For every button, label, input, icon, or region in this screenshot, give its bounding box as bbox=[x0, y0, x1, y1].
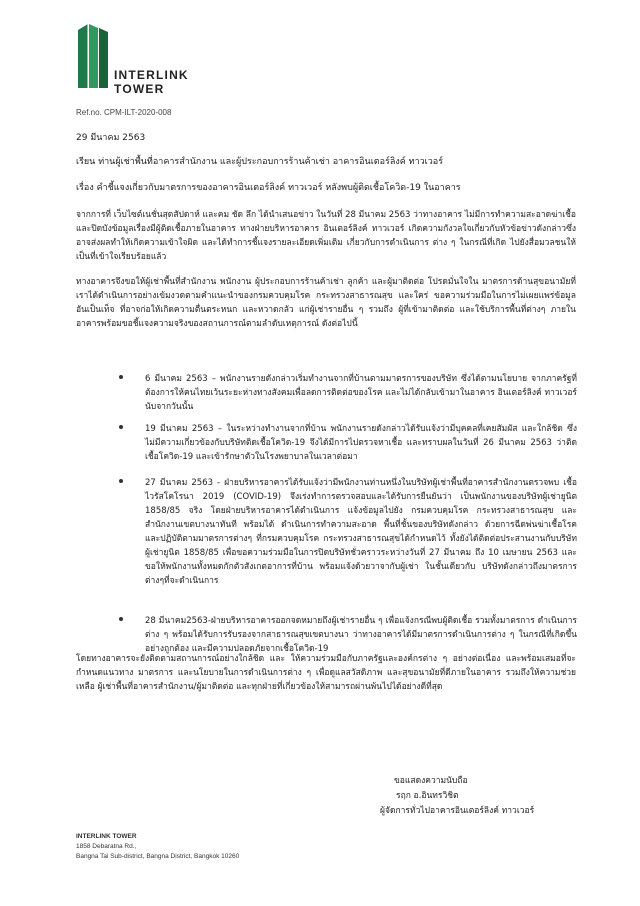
letter-subject: เรื่อง คำชี้แจงเกี่ยวกับมาตรการของอาคารอินเตอร์ลิงค์ ทาวเวอร์ หลังพบผู้ติดเชื้อโควิด-19 ในอาคาร bbox=[76, 183, 461, 193]
interlink-tower-logo bbox=[76, 22, 216, 96]
paragraph-2: ทางอาคารจึงขอให้ผู้เช่าพื้นที่สำนักงาน พนักงาน ผู้ประกอบการร้านค้าเช่า ลูกค้า และผู้มาติดต่อ โปรดมั่นใจใน มาตรการด้านสุขอนามัยที่เราได้ดำเนินการอย่างเข้มงวดตามคำแนะนำของกรมควบคุมโรค กระทรวงสาธารณสุข และใคร่ ขอความร่วมมือในการไม่เผยแพร่ข้อมูลอันเป็นเท็จ ที่อาจก่อให้เกิดความตื่นตระหนก และหวาดกลัว แก่ผู้เช่ารายอื่น ๆ รวมถึง ผู้ที่เข้ามาติดต่อ และใช้บริการพื้นที่ต่างๆ ภายในอาคารพร้อมขอชี้แจงความจริงของสถานการณ์ตามลำดับเหตุการณ์ ดังต่อไปนี้ bbox=[76, 277, 576, 329]
tower-logo-icon bbox=[76, 22, 116, 92]
bullet-icon bbox=[119, 479, 123, 483]
letter-date: 29 มีนาคม 2563 bbox=[76, 133, 146, 143]
logo-line-2: TOWER bbox=[114, 82, 165, 96]
letter-recipient: เรียน ท่านผู้เช่าพื้นที่อาคารสำนักงาน และผู้ประกอบการร้านค้าเช่า อาคารอินเตอร์ลิงค์ ทาวเวอร์ bbox=[76, 157, 444, 167]
signer-name: รฤก อ.อินทรวิชิต bbox=[396, 791, 459, 801]
signer-title: ผู้จัดการทั่วไปอาคารอินเตอร์ลิงค์ ทาวเวอร์ bbox=[380, 806, 535, 816]
list-item-text: 27 มีนาคม 2563 - ฝ่ายบริหารอาคารได้รับแจ้งว่ามีพนักงานท่านหนึ่งในบริษัทผู้เช่าพื้นที่อาคารสำนักงานตรวจพบ เชื้อไวรัสโคโรนา 2019 (COVID-19) จึงเร่งทำการตรวจสอบและได้รับการยืนยันว่า เป็นพนักงานของบริษัทผู้เช่ายูนิต 1858/85 จริง โดยฝ่ายบริหารอาคารได้ดำเนินการ แจ้งข้อมูลไปยัง กรมควบคุมโรค กระทรวงสาธารณสุข และสำนักงานเขตบางนาทันที พร้อมได้ ดำเนินการทำความสะอาด พื้นที่ชั้นของบริษัทดังกล่าว ด้วยการฉีดพ่นฆ่าเชื้อโรค และปฏิบัติตามมาตรการต่างๆ ที่กรมควบคุมโรค กระทรวงสาธารณสุขได้กำหนดไว้ ทั้งยังได้ติดต่อประสานงานกับบริษัทผู้เช่ายูนิต 1858/85 เพื่อขอความร่วมมือในการปิดบริษัทชั่วคราวระหว่างวันที่ 27 มีนาคม ถึง 10 เมษายน 2563 และขอให้พนักงานทั้งหมดกักตัวสังเกตอาการที่บ้าน พร้อมแจ้งด้วยวาจากับผู้เช่า ในชั้นเดียวกับ บริษัทดังกล่าวถึงมาตรการต่างๆที่จะดำเนินการ bbox=[145, 478, 577, 586]
bullet-icon bbox=[119, 425, 123, 429]
closing-line: ขอแสดงความนับถือ bbox=[394, 776, 468, 786]
footer-address bbox=[76, 832, 239, 862]
bullet-icon bbox=[119, 617, 123, 621]
list-item-text: 6 มีนาคม 2563 – พนักงานรายดังกล่าวเริ่มทำงานจากที่บ้านตามมาตรการของบริษัท ซึ่งได้ตามนโยบาย จากภาครัฐที่ต้องการให้คนไทยเว้นระยะห่างทางสังคมเพื่อลดการติดต่อของโรค และไม่ได้กลับเข้ามาในอาคาร อินเตอร์ลิงค์ ทาวเวอร์ นับจากวันนั้น bbox=[145, 374, 577, 412]
footer-company-name: INTERLINK TOWER bbox=[76, 833, 137, 840]
reference-number: Ref.no. CPM-ILT-2020-008 bbox=[76, 108, 172, 117]
footer-address-line-1: 1858 Debaratna Rd., bbox=[76, 843, 137, 850]
list-item-text: 28 มีนาคม2563-ฝ่ายบริหารอาคารออกจดหมายถึงผู้เช่ารายอื่น ๆ เพื่อแจ้งกรณีพบผู้ติดเชื้อ รวมทั้งมาตรการ ดำเนินการต่าง ๆ พร้อมได้รับการรับรองจากสาธารณสุขเขตบางนา ว่าทางอาคารได้มีมาตรการดำเนินการต่าง ๆ ในกรณีที่เกิดขึ้นอย่างถูกต้อง และมีความปลอดภัยจากเชื้อโควิด-19 bbox=[145, 616, 577, 654]
list-item-text: 19 มีนาคม 2563 – ในระหว่างทำงานจากที่บ้าน พนักงานรายดังกล่าวได้รับแจ้งว่ามีบุคคลที่เคยสัมผัส และใกล้ชิด ซึ่งไม่มีความเกี่ยวข้องกับบริษัทติดเชื้อโควิด-19 จึงได้มีการไปตรวจหาเชื้อ และทราบผลในวันที่ 26 มีนาคม 2563 ว่าติดเชื้อโควิด-19 และเข้ารักษาตัวในโรงพยาบาลในเวลาต่อมา bbox=[145, 424, 577, 462]
paragraph-3: โดยทางอาคารจะยังติดตามสถานการณ์อย่างใกล้ชิด และ ให้ความร่วมมือกับภาครัฐและองค์กรต่าง ๆ อย่างต่อเนื่อง และพร้อมเสมอที่จะกำหนดแนวทาง มาตรการ และนโยบายในการดำเนินการต่าง ๆ เพื่อดูแลสวัสดิภาพ และสุขอนามัยที่ดีภายในอาคาร รวมถึงให้ความช่วยเหลือ ผู้เช่าพื้นที่อาคารสำนักงาน/ผู้มาติดต่อ และทุกฝ่ายที่เกี่ยวข้องให้สามารถผ่านพ้นไปได้อย่างดีที่สุด bbox=[76, 654, 576, 692]
paragraph-1: จากการที่ เว็บไซต์เนชั่นสุดสัปดาห์ และคม ชัด ลึก ได้นำเสนอข่าว ในวันที่ 28 มีนาคม 2563 ว่าทางอาคาร ไม่มีการทำความสะอาดฆ่าเชื้อ และปิดบังข้อมูลเรื่องมีผู้ติดเชื้อภายในอาคาร ทางฝ่ายบริหารอาคาร อินเตอร์ลิงค์ ทาวเวอร์ เกิดความกังวลใจเกี่ยวกับหัวข้อข่าวดังกล่าวซึ่งอาจส่งผลทำให้เกิดความเข้าใจผิด และได้ทำการชี้แจงรายละเอียดเพิ่มเติม เกี่ยวกับการดำเนินการ ต่าง ๆ ในกรณีที่เกิด ไปยังสื่อมวลชนให้เป็นที่เข้าใจเรียบร้อยแล้ว bbox=[76, 210, 576, 262]
footer-address-line-2: Bangna Tai Sub-district, Bangna District, Bangkok 10260 bbox=[76, 853, 240, 860]
logo-line-1: INTERLINK bbox=[114, 68, 189, 82]
logo-wordmark bbox=[114, 68, 189, 96]
signature-block bbox=[380, 774, 600, 819]
bullet-icon bbox=[119, 375, 123, 379]
